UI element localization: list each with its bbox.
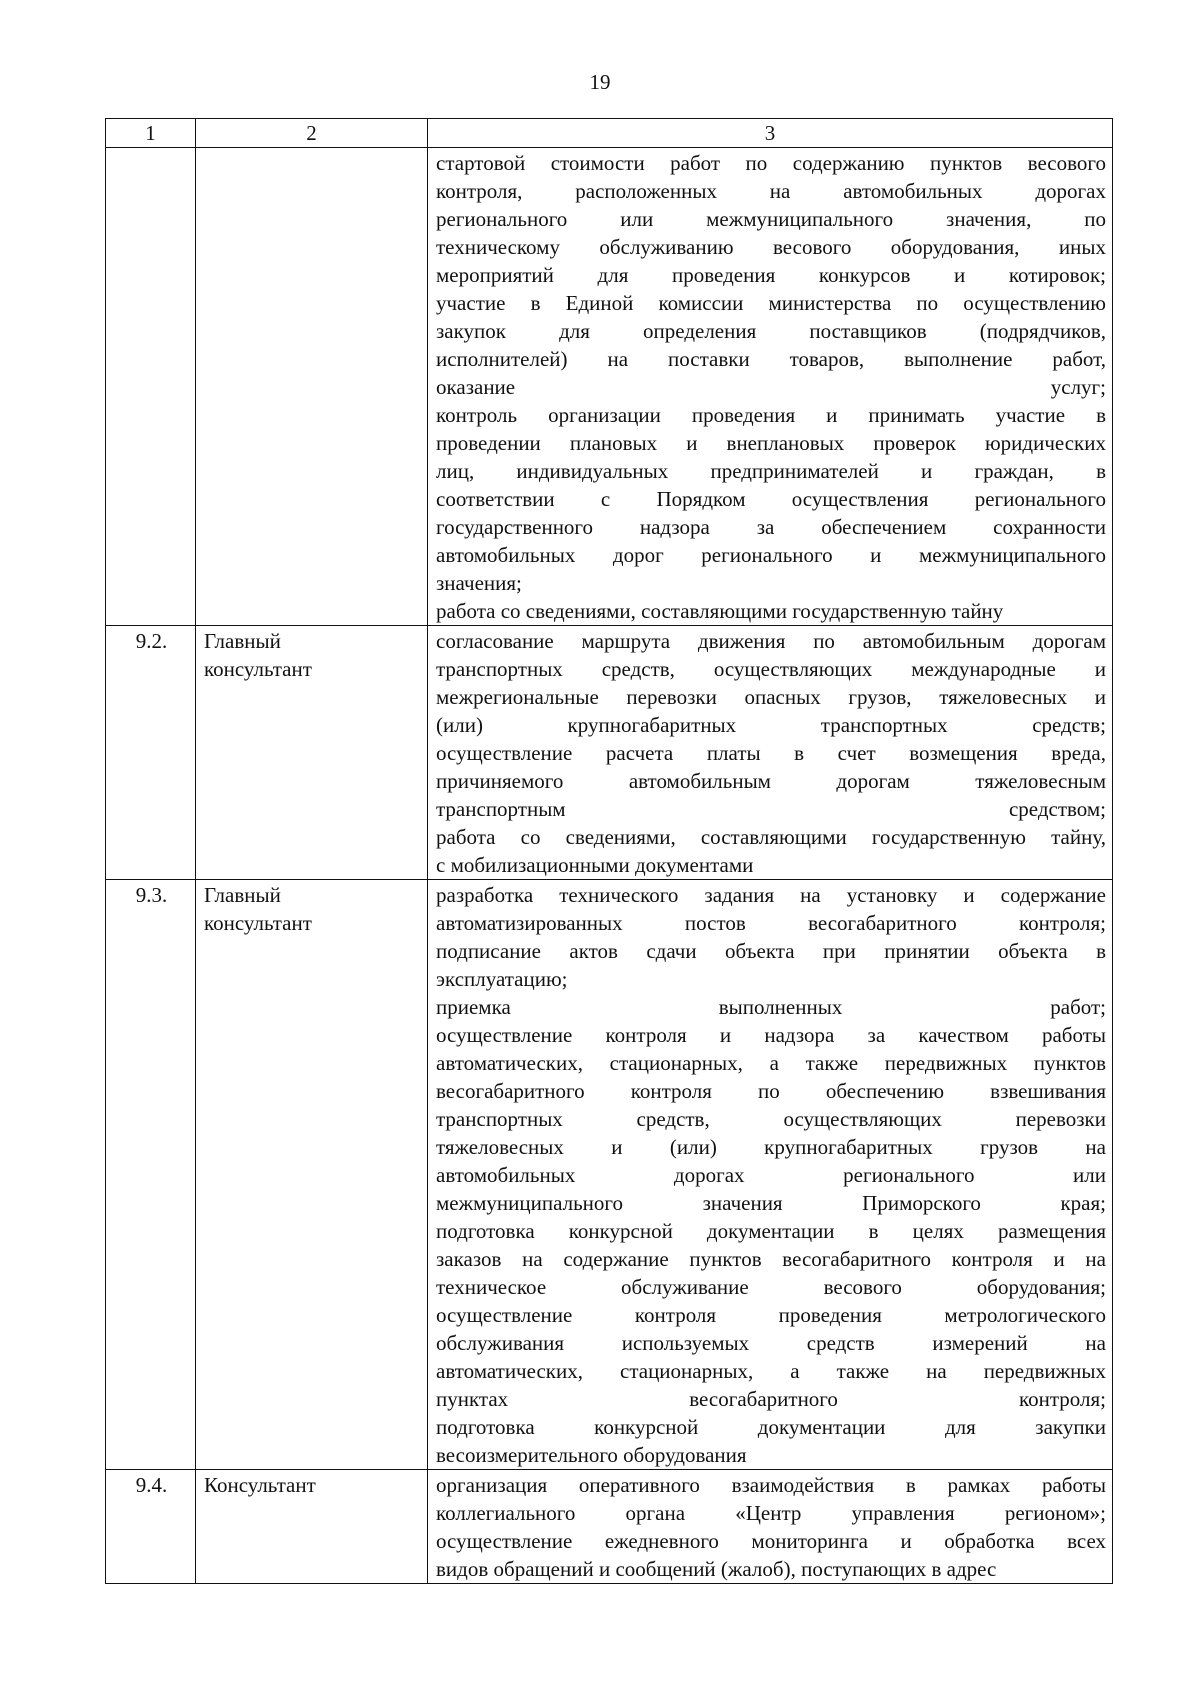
duties-cell: [428, 626, 1113, 880]
table-row: [106, 148, 1113, 626]
duty-line: подготовка конкурсной документации в целях размещения: [436, 1219, 1106, 1243]
duty-line: с мобилизационными документами: [436, 853, 754, 877]
duty-line: исполнителей) на поставки товаров, выполнение работ,: [436, 347, 1106, 371]
column-header-position: 2: [196, 119, 428, 148]
position-title: Главный консультант: [196, 880, 428, 1470]
duty-line: контроль организации проведения и принимать участие в: [436, 403, 1106, 427]
duty-line: приемка выполненных работ;: [436, 995, 1106, 1019]
duty-line: осуществление ежедневного мониторинга и обработка всех: [436, 1529, 1106, 1553]
duty-line: автоматических, стационарных, а также передвижных пунктов: [436, 1051, 1106, 1075]
duty-line: подготовка конкурсной документации для закупки: [436, 1415, 1106, 1439]
duty-line: транспортных средств, осуществляющих международные и: [436, 657, 1106, 681]
table-header-row: [106, 119, 1113, 148]
duty-line: участие в Единой комиссии министерства по осуществлению: [436, 291, 1106, 315]
duty-line: межмуниципального значения Приморского края;: [436, 1191, 1106, 1215]
positions-table: [105, 118, 1113, 1584]
duty-line: автоматизированных постов весогабаритного контроля;: [436, 911, 1106, 935]
row-number: [106, 148, 196, 626]
position-title: Главный консультант: [196, 626, 428, 880]
duty-line: работа со сведениями, составляющими государственную тайну,: [436, 825, 1106, 849]
duty-line: лиц, индивидуальных предпринимателей и граждан, в: [436, 459, 1106, 483]
duties-cell: [428, 148, 1113, 626]
row-number: 9.3.: [106, 880, 196, 1470]
column-header-duties: 3: [428, 119, 1113, 148]
duty-line: организация оперативного взаимодействия в рамках работы: [436, 1473, 1106, 1497]
duty-line: согласование маршрута движения по автомобильным дорогам: [436, 629, 1106, 653]
duties-cell: [428, 880, 1113, 1470]
duty-line: подписание актов сдачи объекта при принятии объекта в: [436, 939, 1106, 963]
duty-line: государственного надзора за обеспечением сохранности: [436, 515, 1106, 539]
position-title: [196, 148, 428, 626]
table-row: [106, 626, 1113, 880]
duty-line: межрегиональные перевозки опасных грузов, тяжеловесных и: [436, 685, 1106, 709]
duty-line: осуществление контроля проведения метрологического: [436, 1303, 1106, 1327]
duty-line: автомобильных дорог регионального и межмуниципального: [436, 543, 1106, 567]
column-header-number: 1: [106, 119, 196, 148]
position-title: Консультант: [196, 1470, 428, 1584]
duty-line: транспортных средств, осуществляющих перевозки: [436, 1107, 1106, 1131]
duty-line: (или) крупногабаритных транспортных средств;: [436, 713, 1106, 737]
duty-line: пунктах весогабаритного контроля;: [436, 1387, 1106, 1411]
duty-line: весогабаритного контроля по обеспечению взвешивания: [436, 1079, 1106, 1103]
duty-line: регионального или межмуниципального значения, по: [436, 207, 1106, 231]
duty-line: обслуживания используемых средств измерений на: [436, 1331, 1106, 1355]
duty-line: транспортным средством;: [436, 797, 1106, 821]
row-number: 9.2.: [106, 626, 196, 880]
duty-line: заказов на содержание пунктов весогабаритного контроля и на: [436, 1247, 1106, 1271]
duty-line: автомобильных дорогах регионального или: [436, 1163, 1106, 1187]
duty-line: стартовой стоимости работ по содержанию пунктов весового: [436, 151, 1106, 175]
table-row: [106, 1470, 1113, 1584]
duty-line: работа со сведениями, составляющими государственную тайну: [436, 599, 1004, 623]
duty-line: весоизмерительного оборудования: [436, 1443, 747, 1467]
duty-line: осуществление расчета платы в счет возмещения вреда,: [436, 741, 1106, 765]
duty-line: разработка технического задания на установку и содержание: [436, 883, 1106, 907]
duty-line: видов обращений и сообщений (жалоб), поступающих в адрес: [436, 1557, 997, 1581]
duty-line: контроля, расположенных на автомобильных дорогах: [436, 179, 1106, 203]
duty-line: техническому обслуживанию весового оборудования, иных: [436, 235, 1106, 259]
duties-cell: [428, 1470, 1113, 1584]
duty-line: закупок для определения поставщиков (подрядчиков,: [436, 319, 1106, 343]
page-number: 19: [589, 70, 611, 94]
duty-line: значения;: [436, 571, 522, 595]
duty-line: причиняемого автомобильным дорогам тяжеловесным: [436, 769, 1106, 793]
duty-line: коллегиального органа «Центр управления регионом»;: [436, 1501, 1106, 1525]
duty-line: мероприятий для проведения конкурсов и котировок;: [436, 263, 1106, 287]
duty-line: соответствии с Порядком осуществления регионального: [436, 487, 1106, 511]
table-row: [106, 880, 1113, 1470]
duty-line: оказание услуг;: [436, 375, 1106, 399]
duty-line: проведении плановых и внеплановых проверок юридических: [436, 431, 1106, 455]
duty-line: тяжеловесных и (или) крупногабаритных грузов на: [436, 1135, 1106, 1159]
row-number: 9.4.: [106, 1470, 196, 1584]
duty-line: осуществление контроля и надзора за качеством работы: [436, 1023, 1106, 1047]
duty-line: техническое обслуживание весового оборудования;: [436, 1275, 1106, 1299]
duty-line: эксплуатацию;: [436, 967, 568, 991]
duty-line: автоматических, стационарных, а также на передвижных: [436, 1359, 1106, 1383]
